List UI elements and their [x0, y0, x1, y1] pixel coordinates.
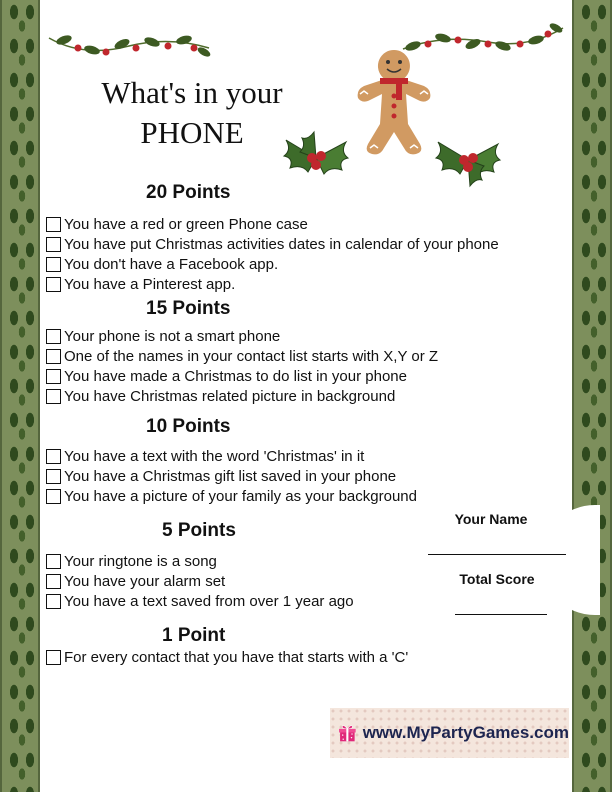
- item-label: You don't have a Facebook app.: [64, 255, 279, 273]
- section-heading-10: 10 Points: [146, 416, 231, 437]
- item-label: You have a picture of your family as your background: [64, 487, 417, 505]
- checklist-item[interactable]: [46, 386, 395, 406]
- checkbox[interactable]: [46, 554, 61, 569]
- checkbox[interactable]: [46, 217, 61, 232]
- checkbox[interactable]: [46, 349, 61, 364]
- item-label: You have a text with the word 'Christmas' in it: [64, 447, 365, 465]
- holly-sprig-icon: [432, 130, 504, 190]
- item-label: Your ringtone is a song: [64, 552, 217, 570]
- checkbox[interactable]: [46, 277, 61, 292]
- gingerbread-man-icon: [352, 46, 436, 158]
- checklist-item[interactable]: [46, 366, 407, 386]
- holly-garland-icon: [44, 18, 214, 68]
- item-label: You have a Christmas gift list saved in your phone: [64, 467, 397, 485]
- checklist-item[interactable]: [46, 647, 408, 667]
- your-name-label: Your Name: [454, 511, 528, 527]
- checkbox[interactable]: [46, 389, 61, 404]
- checklist-item[interactable]: [46, 274, 235, 294]
- checklist-item[interactable]: [46, 234, 499, 254]
- checkbox[interactable]: [46, 369, 61, 384]
- checkbox[interactable]: [46, 449, 61, 464]
- item-label: You have put Christmas activities dates in calendar of your phone: [64, 235, 499, 253]
- checklist-item[interactable]: [46, 214, 308, 234]
- section-heading-20: 20 Points: [146, 182, 231, 203]
- checkbox[interactable]: [46, 257, 61, 272]
- right-holly-border: [572, 0, 612, 792]
- checklist-item[interactable]: [46, 571, 225, 591]
- checkbox[interactable]: [46, 329, 61, 344]
- item-label: You have a Pinterest app.: [64, 275, 236, 293]
- page-title-line1: What's in your: [101, 75, 283, 110]
- holly-sprig-icon: [280, 128, 352, 188]
- website-logo[interactable]: [330, 708, 569, 758]
- gift-box-icon: [338, 715, 357, 751]
- your-name-line[interactable]: [428, 554, 566, 555]
- checkbox[interactable]: [46, 237, 61, 252]
- section-heading-5: 5 Points: [162, 520, 236, 541]
- item-label: You have a text saved from over 1 year ago: [64, 592, 354, 610]
- item-label: Your phone is not a smart phone: [64, 327, 281, 345]
- checkbox[interactable]: [46, 594, 61, 609]
- section-heading-15: 15 Points: [146, 298, 231, 319]
- checkbox[interactable]: [46, 574, 61, 589]
- item-label: You have made a Christmas to do list in your phone: [64, 367, 407, 385]
- item-label: You have your alarm set: [64, 572, 226, 590]
- checkbox[interactable]: [46, 489, 61, 504]
- item-label: You have Christmas related picture in background: [64, 387, 396, 405]
- total-score-line[interactable]: [455, 614, 547, 615]
- checklist-item[interactable]: [46, 326, 280, 346]
- checklist-item[interactable]: [46, 254, 278, 274]
- checkbox[interactable]: [46, 469, 61, 484]
- checklist-item[interactable]: [46, 466, 396, 486]
- checkbox[interactable]: [46, 650, 61, 665]
- item-label: One of the names in your contact list starts with X,Y or Z: [64, 347, 439, 365]
- website-url[interactable]: www.MyPartyGames.com: [362, 723, 569, 742]
- item-label: For every contact that you have that starts with a 'C': [64, 648, 409, 666]
- page-title-line2: PHONE: [140, 115, 244, 150]
- checklist-item[interactable]: [46, 486, 417, 506]
- section-heading-1: 1 Point: [162, 625, 226, 646]
- item-label: You have a red or green Phone case: [64, 215, 308, 233]
- checklist-item[interactable]: [46, 446, 364, 466]
- checklist-item[interactable]: [46, 551, 217, 571]
- total-score-label: Total Score: [459, 571, 535, 587]
- checklist-item[interactable]: [46, 346, 438, 366]
- checklist-item[interactable]: [46, 591, 354, 611]
- left-holly-border: [0, 0, 40, 792]
